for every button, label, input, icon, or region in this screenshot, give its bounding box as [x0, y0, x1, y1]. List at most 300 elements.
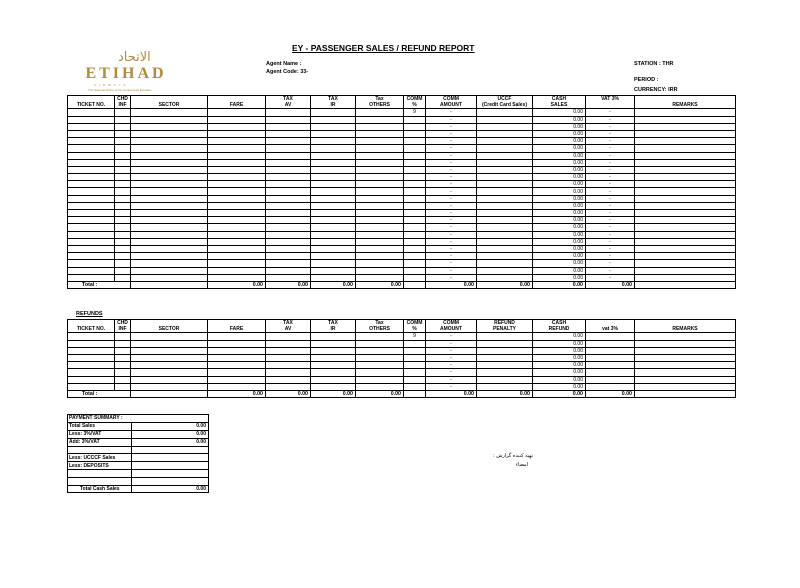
- table-cell: [208, 123, 266, 130]
- table-row: [68, 231, 736, 238]
- table-cell: [356, 333, 404, 340]
- table-cell: [356, 195, 404, 202]
- table-cell: [477, 224, 533, 231]
- table-row: [68, 253, 736, 260]
- table-cell: [477, 202, 533, 209]
- table-cell: 0.00: [533, 109, 586, 116]
- table-cell: [356, 224, 404, 231]
- table-cell: [266, 260, 311, 267]
- etihad-logo: [78, 50, 178, 92]
- total-value: 0.00: [477, 390, 533, 397]
- table-cell: -: [586, 224, 635, 231]
- table-cell: 0.00: [533, 202, 586, 209]
- table-cell: -: [426, 354, 477, 361]
- table-row: [68, 217, 736, 224]
- table-cell: [404, 195, 426, 202]
- table-row: [68, 195, 736, 202]
- table-cell: 0.00: [533, 260, 586, 267]
- table-cell: -: [426, 274, 477, 281]
- table-cell: [68, 217, 115, 224]
- table-cell: [131, 188, 208, 195]
- table-cell: [477, 174, 533, 181]
- column-header: TAX: [266, 96, 311, 103]
- table-cell: [266, 354, 311, 361]
- table-cell: [131, 253, 208, 260]
- logo-arabic-text: الاتحاد: [118, 50, 151, 65]
- total-value: 0.00: [266, 281, 311, 288]
- table-cell: [266, 362, 311, 369]
- table-cell: [635, 202, 736, 209]
- table-cell: [635, 362, 736, 369]
- table-row: [68, 138, 736, 145]
- table-cell: [68, 116, 115, 123]
- table-cell: [68, 195, 115, 202]
- table-cell: 0.00: [533, 274, 586, 281]
- table-cell: [635, 145, 736, 152]
- table-cell: -: [586, 123, 635, 130]
- table-cell: [635, 260, 736, 267]
- table-cell: [311, 333, 356, 340]
- column-header: TICKET NO.: [68, 326, 115, 333]
- table-cell: -: [586, 159, 635, 166]
- table-row: [68, 238, 736, 245]
- table-cell: -: [586, 130, 635, 137]
- table-cell: [404, 369, 426, 376]
- table-cell: [208, 245, 266, 252]
- column-header: %: [404, 102, 426, 109]
- table-cell: [208, 253, 266, 260]
- table-cell: -: [426, 376, 477, 383]
- table-cell: -: [586, 267, 635, 274]
- table-row: [68, 145, 736, 152]
- total-value: 0.00: [586, 281, 635, 288]
- table-cell: [68, 138, 115, 145]
- table-cell: [311, 195, 356, 202]
- table-cell: [404, 245, 426, 252]
- refunds-table: [67, 319, 736, 398]
- table-cell: 0.00: [533, 130, 586, 137]
- column-header: PENALTY: [477, 326, 533, 333]
- table-cell: [356, 145, 404, 152]
- table-cell: 0.00: [533, 354, 586, 361]
- table-cell: [131, 267, 208, 274]
- sales-table: [67, 95, 736, 289]
- table-cell: [311, 383, 356, 390]
- table-cell: 0.00: [533, 383, 586, 390]
- table-cell: [404, 138, 426, 145]
- table-cell: [131, 231, 208, 238]
- table-cell: [311, 376, 356, 383]
- table-cell: [311, 245, 356, 252]
- table-cell: [404, 340, 426, 347]
- column-header: [208, 320, 266, 327]
- table-cell: [208, 224, 266, 231]
- table-cell: 0.00: [533, 267, 586, 274]
- table-cell: [131, 166, 208, 173]
- column-header: AV: [266, 326, 311, 333]
- total-value: 0.00: [356, 390, 404, 397]
- table-cell: [115, 224, 131, 231]
- table-cell: [311, 224, 356, 231]
- table-cell: [311, 347, 356, 354]
- table-cell: -: [426, 174, 477, 181]
- table-cell: [356, 166, 404, 173]
- table-cell: [208, 217, 266, 224]
- table-cell: -: [586, 116, 635, 123]
- table-cell: [404, 354, 426, 361]
- table-cell: -: [426, 145, 477, 152]
- column-header: INF: [115, 326, 131, 333]
- table-row: [68, 224, 736, 231]
- table-cell: [356, 383, 404, 390]
- table-cell: [68, 245, 115, 252]
- table-cell: 0.00: [533, 195, 586, 202]
- table-row: [68, 376, 736, 383]
- table-cell: [404, 224, 426, 231]
- total-value: 0.00: [533, 281, 586, 288]
- table-cell: [356, 181, 404, 188]
- table-cell: -: [586, 166, 635, 173]
- table-cell: [266, 159, 311, 166]
- table-cell: [586, 362, 635, 369]
- column-header: TICKET NO.: [68, 102, 115, 109]
- table-cell: -: [586, 245, 635, 252]
- column-header: REFUND: [477, 320, 533, 327]
- table-cell: [311, 166, 356, 173]
- table-cell: [266, 210, 311, 217]
- table-cell: [404, 238, 426, 245]
- total-value: 0.00: [426, 390, 477, 397]
- table-row: [68, 188, 736, 195]
- table-cell: [311, 138, 356, 145]
- table-cell: [404, 376, 426, 383]
- table-cell: [115, 210, 131, 217]
- column-header: REFUND: [533, 326, 586, 333]
- table-cell: [356, 138, 404, 145]
- table-cell: -: [426, 362, 477, 369]
- table-cell: [68, 174, 115, 181]
- table-cell: [477, 152, 533, 159]
- table-cell: -: [586, 145, 635, 152]
- table-cell: [356, 210, 404, 217]
- column-header: %: [404, 326, 426, 333]
- table-cell: -: [586, 210, 635, 217]
- table-cell: [131, 202, 208, 209]
- table-cell: [356, 116, 404, 123]
- table-cell: [115, 369, 131, 376]
- less-deposits-value: [131, 462, 208, 470]
- table-cell: [586, 376, 635, 383]
- column-header: AV: [266, 102, 311, 109]
- summary-blank: [68, 446, 131, 454]
- table-cell: [404, 274, 426, 281]
- table-cell: [115, 195, 131, 202]
- table-cell: [68, 166, 115, 173]
- table-cell: [404, 260, 426, 267]
- column-header: AMOUNT: [426, 326, 477, 333]
- table-cell: [68, 362, 115, 369]
- table-cell: [208, 202, 266, 209]
- total-value: 0.00: [533, 390, 586, 397]
- table-cell: [115, 333, 131, 340]
- column-header: FARE: [208, 326, 266, 333]
- table-row: [68, 202, 736, 209]
- table-cell: [68, 123, 115, 130]
- table-cell: [311, 159, 356, 166]
- table-cell: [266, 145, 311, 152]
- table-cell: [635, 123, 736, 130]
- table-cell: [131, 224, 208, 231]
- table-cell: 9: [404, 333, 426, 340]
- total-label: Total :: [68, 281, 131, 288]
- column-header: SECTOR: [131, 326, 208, 333]
- table-cell: [356, 130, 404, 137]
- table-cell: [68, 224, 115, 231]
- table-cell: [477, 354, 533, 361]
- table-cell: [68, 159, 115, 166]
- table-cell: [68, 202, 115, 209]
- table-cell: [477, 109, 533, 116]
- table-cell: [356, 231, 404, 238]
- table-cell: [131, 181, 208, 188]
- header-row-top: [68, 96, 736, 103]
- table-cell: [477, 166, 533, 173]
- payment-summary: [67, 414, 209, 493]
- table-cell: [131, 159, 208, 166]
- table-cell: [208, 210, 266, 217]
- table-cell: -: [426, 202, 477, 209]
- table-cell: [311, 238, 356, 245]
- table-cell: [635, 383, 736, 390]
- header-row-top: [68, 320, 736, 327]
- table-cell: [635, 152, 736, 159]
- column-header: COMM: [404, 96, 426, 103]
- table-cell: [131, 123, 208, 130]
- table-cell: 9: [404, 109, 426, 116]
- table-cell: [115, 253, 131, 260]
- table-cell: [115, 116, 131, 123]
- table-cell: [635, 159, 736, 166]
- table-cell: 0.00: [533, 362, 586, 369]
- table-cell: [115, 231, 131, 238]
- table-cell: [404, 116, 426, 123]
- table-cell: [477, 123, 533, 130]
- table-cell: [477, 245, 533, 252]
- column-header: UCCF: [477, 96, 533, 103]
- column-header: IR: [311, 326, 356, 333]
- table-cell: [477, 181, 533, 188]
- table-cell: [68, 145, 115, 152]
- table-cell: [586, 383, 635, 390]
- table-cell: [404, 362, 426, 369]
- table-cell: [131, 145, 208, 152]
- less-deposits-label: Less: DEPOSITS: [68, 462, 131, 470]
- table-cell: [131, 245, 208, 252]
- table-cell: [311, 217, 356, 224]
- table-cell: [68, 267, 115, 274]
- table-cell: [586, 369, 635, 376]
- table-cell: [477, 195, 533, 202]
- table-cell: [311, 181, 356, 188]
- table-cell: 0.00: [533, 145, 586, 152]
- table-cell: [131, 116, 208, 123]
- table-cell: -: [426, 340, 477, 347]
- less-vat-value: 0.00: [131, 430, 208, 438]
- table-cell: [115, 123, 131, 130]
- table-cell: [208, 383, 266, 390]
- table-cell: [266, 245, 311, 252]
- table-cell: 0.00: [533, 238, 586, 245]
- table-cell: [266, 253, 311, 260]
- summary-title: PAYMENT SUMMARY :: [68, 415, 208, 422]
- currency-label: CURRENCY: IRR: [634, 87, 678, 93]
- table-cell: [586, 354, 635, 361]
- table-cell: -: [426, 333, 477, 340]
- period-label: PERIOD :: [634, 77, 659, 83]
- table-cell: -: [426, 195, 477, 202]
- table-cell: [208, 260, 266, 267]
- table-cell: [208, 274, 266, 281]
- total-value: 0.00: [586, 390, 635, 397]
- table-cell: 0.00: [533, 210, 586, 217]
- table-cell: [635, 130, 736, 137]
- table-cell: [356, 274, 404, 281]
- header-row-bottom: [68, 326, 736, 333]
- table-cell: [266, 333, 311, 340]
- table-cell: [586, 347, 635, 354]
- table-cell: [404, 152, 426, 159]
- table-cell: [477, 333, 533, 340]
- table-cell: [115, 130, 131, 137]
- table-cell: [131, 109, 208, 116]
- table-cell: [68, 260, 115, 267]
- table-cell: [404, 123, 426, 130]
- signature-label: امضاء: [515, 462, 528, 468]
- table-cell: [115, 383, 131, 390]
- logo-english-text: ETIHAD: [85, 65, 167, 82]
- table-cell: [311, 188, 356, 195]
- table-cell: [266, 166, 311, 173]
- table-cell: [115, 202, 131, 209]
- table-cell: [131, 340, 208, 347]
- table-cell: -: [586, 181, 635, 188]
- table-cell: [635, 166, 736, 173]
- total-value: 0.00: [208, 281, 266, 288]
- table-cell: [404, 145, 426, 152]
- table-cell: [477, 210, 533, 217]
- table-cell: [635, 138, 736, 145]
- logo-airways-text: AIRWAYS: [94, 83, 129, 87]
- column-header: Tax: [356, 96, 404, 103]
- table-cell: [115, 159, 131, 166]
- column-header: REMARKS: [635, 102, 736, 109]
- table-cell: -: [426, 210, 477, 217]
- table-cell: [311, 130, 356, 137]
- total-label: Total :: [68, 390, 131, 397]
- table-cell: [356, 245, 404, 252]
- table-cell: [266, 267, 311, 274]
- table-cell: [477, 116, 533, 123]
- table-cell: [311, 210, 356, 217]
- table-cell: -: [586, 274, 635, 281]
- column-header: [131, 320, 208, 327]
- column-header: CASH: [533, 320, 586, 327]
- table-cell: [311, 145, 356, 152]
- table-cell: [131, 152, 208, 159]
- table-cell: [208, 267, 266, 274]
- total-value: 0.00: [208, 390, 266, 397]
- table-cell: [356, 174, 404, 181]
- table-cell: [404, 253, 426, 260]
- table-row: [68, 174, 736, 181]
- table-cell: [477, 188, 533, 195]
- table-cell: [311, 267, 356, 274]
- table-cell: [477, 347, 533, 354]
- table-cell: 0.00: [533, 174, 586, 181]
- table-cell: -: [586, 238, 635, 245]
- table-cell: -: [426, 245, 477, 252]
- table-cell: -: [426, 267, 477, 274]
- table-cell: -: [426, 217, 477, 224]
- table-row: [68, 267, 736, 274]
- table-cell: [115, 238, 131, 245]
- table-cell: [266, 123, 311, 130]
- table-cell: [266, 188, 311, 195]
- table-cell: [208, 130, 266, 137]
- table-cell: [311, 354, 356, 361]
- table-cell: [68, 376, 115, 383]
- logo-tagline: The National Airline of the United Arab Emirates: [88, 88, 152, 92]
- table-cell: -: [586, 174, 635, 181]
- table-cell: [131, 362, 208, 369]
- table-cell: [311, 202, 356, 209]
- table-cell: [208, 166, 266, 173]
- column-header: CHD: [115, 96, 131, 103]
- table-cell: [311, 174, 356, 181]
- table-cell: [131, 274, 208, 281]
- column-header: FARE: [208, 102, 266, 109]
- table-cell: -: [586, 253, 635, 260]
- table-cell: [68, 333, 115, 340]
- table-cell: [68, 238, 115, 245]
- table-cell: [635, 245, 736, 252]
- table-row: [68, 369, 736, 376]
- table-cell: [404, 166, 426, 173]
- table-cell: [131, 260, 208, 267]
- total-row: [68, 281, 736, 288]
- table-cell: [311, 152, 356, 159]
- header-row-bottom: [68, 102, 736, 109]
- table-cell: [477, 159, 533, 166]
- column-header: OTHERS: [356, 326, 404, 333]
- table-cell: [208, 188, 266, 195]
- table-cell: [266, 202, 311, 209]
- table-cell: [266, 181, 311, 188]
- table-cell: [266, 116, 311, 123]
- table-cell: [356, 238, 404, 245]
- table-cell: 0.00: [533, 138, 586, 145]
- table-cell: [208, 340, 266, 347]
- total-cash-value: 0.00: [131, 486, 208, 493]
- column-header: INF: [115, 102, 131, 109]
- table-cell: [635, 181, 736, 188]
- table-cell: [208, 109, 266, 116]
- table-cell: [635, 333, 736, 340]
- table-cell: [266, 138, 311, 145]
- table-cell: -: [426, 116, 477, 123]
- table-cell: [208, 138, 266, 145]
- table-cell: [356, 340, 404, 347]
